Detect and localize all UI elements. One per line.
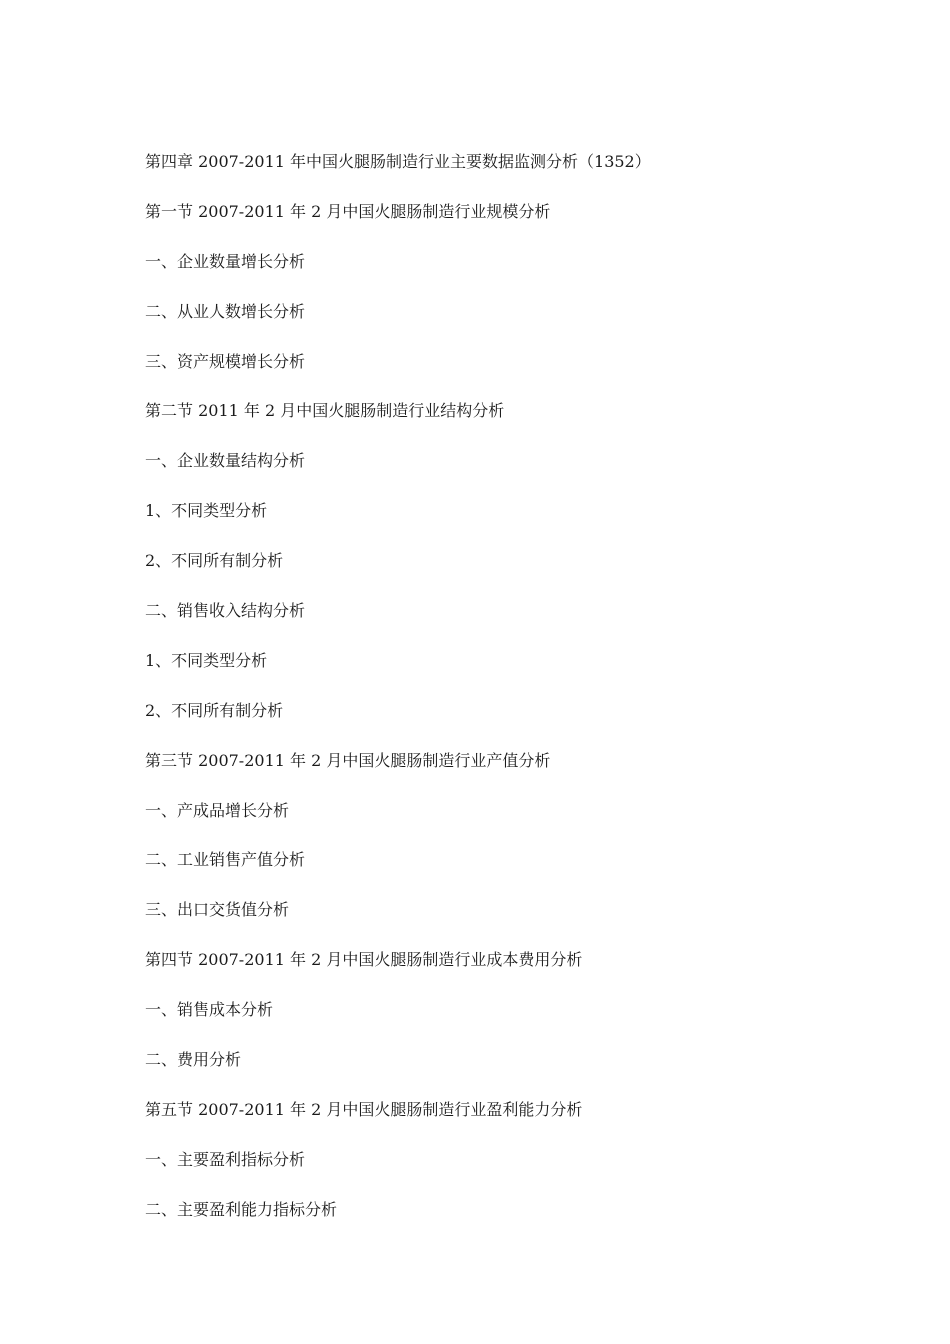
section-heading: 第三节 2007-2011 年 2 月中国火腿肠制造行业产值分析 <box>145 750 551 770</box>
sub-item: 1、不同类型分析 <box>145 501 268 521</box>
subsection-item: 三、出口交货值分析 <box>145 900 290 920</box>
subsection-item: 一、企业数量结构分析 <box>145 451 306 471</box>
subsection-item: 一、企业数量增长分析 <box>145 251 306 271</box>
sub-item: 2、不同所有制分析 <box>145 700 284 720</box>
chapter-heading: 第四章 2007-2011 年中国火腿肠制造行业主要数据监测分析（1352） <box>145 152 651 171</box>
subsection-item: 一、销售成本分析 <box>145 1000 274 1020</box>
subsection-item: 二、销售收入结构分析 <box>145 601 306 621</box>
table-of-contents <box>145 150 845 1248</box>
sub-item: 2、不同所有制分析 <box>145 551 284 571</box>
section-heading: 第二节 2011 年 2 月中国火腿肠制造行业结构分析 <box>145 401 505 421</box>
section-heading: 第四节 2007-2011 年 2 月中国火腿肠制造行业成本费用分析 <box>145 950 583 970</box>
subsection-item: 一、主要盈利指标分析 <box>145 1149 306 1169</box>
subsection-item: 二、费用分析 <box>145 1050 242 1070</box>
subsection-item: 二、主要盈利能力指标分析 <box>145 1199 338 1219</box>
subsection-item: 二、工业销售产值分析 <box>145 850 306 870</box>
subsection-item: 一、产成品增长分析 <box>145 800 290 820</box>
subsection-item: 二、从业人数增长分析 <box>145 301 306 321</box>
section-heading: 第五节 2007-2011 年 2 月中国火腿肠制造行业盈利能力分析 <box>145 1099 583 1119</box>
section-heading: 第一节 2007-2011 年 2 月中国火腿肠制造行业规模分析 <box>145 201 551 221</box>
subsection-item: 三、资产规模增长分析 <box>145 351 306 371</box>
sub-item: 1、不同类型分析 <box>145 650 268 670</box>
